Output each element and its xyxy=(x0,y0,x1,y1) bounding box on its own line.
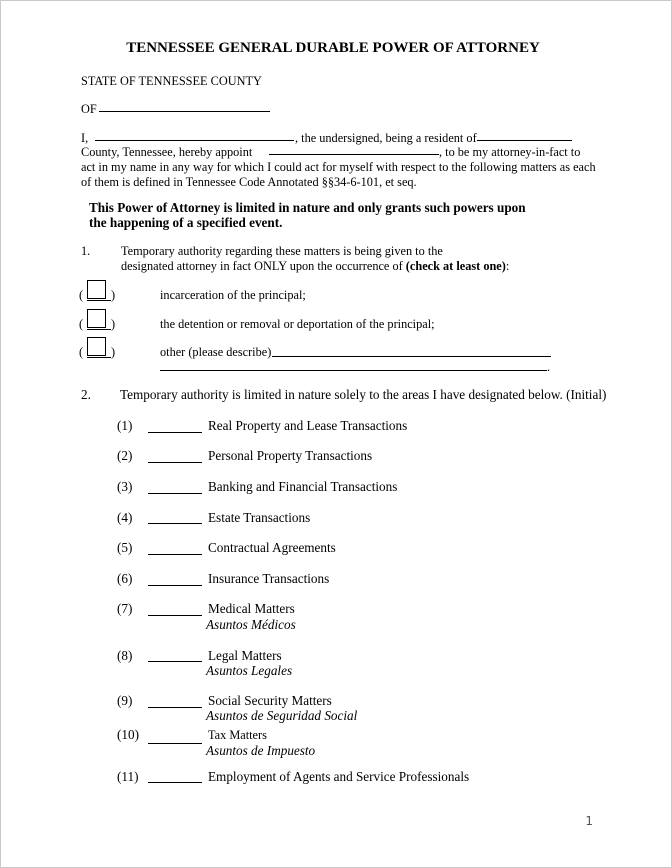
item-label: Banking and Financial Transactions xyxy=(208,479,398,494)
principal-name-blank[interactable] xyxy=(95,140,294,141)
item-spanish-label: Asuntos Legales xyxy=(206,663,293,678)
resident-county-blank[interactable] xyxy=(477,140,572,141)
initial-blank[interactable] xyxy=(148,743,202,744)
intro-attorney-text: , to be my attorney-in-fact to xyxy=(439,145,581,159)
item-label: Contractual Agreements xyxy=(208,540,336,555)
initial-blank[interactable] xyxy=(148,661,202,662)
intro-i-label: I, xyxy=(81,131,89,145)
item-number: (7) xyxy=(117,601,133,616)
item-label: Employment of Agents and Service Professionals xyxy=(208,769,470,784)
notice-line-2: the happening of a specified event. xyxy=(89,215,283,230)
item-spanish-label: Asuntos de Impuesto xyxy=(206,743,316,758)
item-label: Insurance Transactions xyxy=(208,571,330,586)
initial-blank[interactable] xyxy=(148,523,202,524)
checkbox-paren: ( xyxy=(79,288,84,302)
checkbox-other[interactable] xyxy=(87,337,106,356)
item-number: (11) xyxy=(117,769,139,784)
checkbox-paren: ( xyxy=(79,345,84,359)
section-1-line-2: designated attorney in fact ONLY upon the occurrence of (check at least one): xyxy=(121,259,510,273)
initial-blank[interactable] xyxy=(148,585,202,586)
checkbox-underline xyxy=(87,300,111,301)
item-number: (6) xyxy=(117,571,133,586)
checkbox-underline xyxy=(87,357,111,358)
initial-blank[interactable] xyxy=(148,432,202,433)
section-2-number: 2. xyxy=(81,387,91,402)
intro-resident-text: , the undersigned, being a resident of xyxy=(295,131,477,145)
intro-line-4: of them is defined in Tennessee Code Annotated §§34-6-101, et seq. xyxy=(81,175,417,189)
item-number: (9) xyxy=(117,693,133,708)
initial-blank[interactable] xyxy=(148,554,202,555)
item-number: (4) xyxy=(117,510,133,525)
checkbox-incarceration[interactable] xyxy=(87,280,106,299)
option-detention-label: the detention or removal or deportation of the principal; xyxy=(160,317,435,331)
initial-blank[interactable] xyxy=(148,782,202,783)
attorney-name-blank[interactable] xyxy=(269,154,439,155)
document-title: TENNESSEE GENERAL DURABLE POWER OF ATTORNEY xyxy=(126,40,540,56)
of-blank-line[interactable] xyxy=(99,111,270,112)
item-label: Medical Matters xyxy=(208,601,295,616)
item-number: (2) xyxy=(117,448,133,463)
item-label: Social Security Matters xyxy=(208,693,332,708)
item-label: Estate Transactions xyxy=(208,510,311,525)
item-number: (5) xyxy=(117,540,133,555)
state-county-label: STATE OF TENNESSEE COUNTY xyxy=(81,74,262,88)
item-number: (1) xyxy=(117,418,133,433)
initial-blank[interactable] xyxy=(148,615,202,616)
section-2-text: Temporary authority is limited in nature solely to the areas I have designated below. (Initial) xyxy=(120,387,607,402)
initial-blank[interactable] xyxy=(148,493,202,494)
section-1-number: 1. xyxy=(81,244,91,258)
of-label: OF xyxy=(81,102,97,116)
other-describe-period: . xyxy=(547,360,551,374)
checkbox-paren: ( xyxy=(79,317,84,331)
item-spanish-label: Asuntos de Seguridad Social xyxy=(206,708,358,723)
checkbox-paren: ) xyxy=(111,317,116,331)
item-spanish-label: Asuntos Médicos xyxy=(206,617,296,632)
intro-line-3: act in my name in any way for which I could act for myself with respect to the following matters as each xyxy=(81,160,596,174)
other-describe-blank[interactable] xyxy=(272,356,551,357)
initial-blank[interactable] xyxy=(148,707,202,708)
other-describe-blank-2[interactable] xyxy=(160,370,547,371)
item-number: (10) xyxy=(117,727,139,742)
item-number: (3) xyxy=(117,479,133,494)
page-number: 1 xyxy=(585,814,593,828)
intro-county-text: County, Tennessee, hereby appoint xyxy=(81,145,253,159)
initial-blank[interactable] xyxy=(148,462,202,463)
item-label: Personal Property Transactions xyxy=(208,448,373,463)
section-1-line-1: Temporary authority regarding these matters is being given to the xyxy=(121,244,443,258)
item-label: Tax Matters xyxy=(208,728,267,742)
checkbox-paren: ) xyxy=(111,345,116,359)
checkbox-detention[interactable] xyxy=(87,309,106,328)
option-incarceration-label: incarceration of the principal; xyxy=(160,288,306,302)
item-label: Real Property and Lease Transactions xyxy=(208,418,408,433)
checkbox-paren: ) xyxy=(111,288,116,302)
item-number: (8) xyxy=(117,648,133,663)
option-other-label: other (please describe) xyxy=(160,345,272,359)
item-label: Legal Matters xyxy=(208,648,282,663)
checkbox-underline xyxy=(87,329,111,330)
notice-line-1: This Power of Attorney is limited in nature and only grants such powers upon xyxy=(89,200,526,215)
